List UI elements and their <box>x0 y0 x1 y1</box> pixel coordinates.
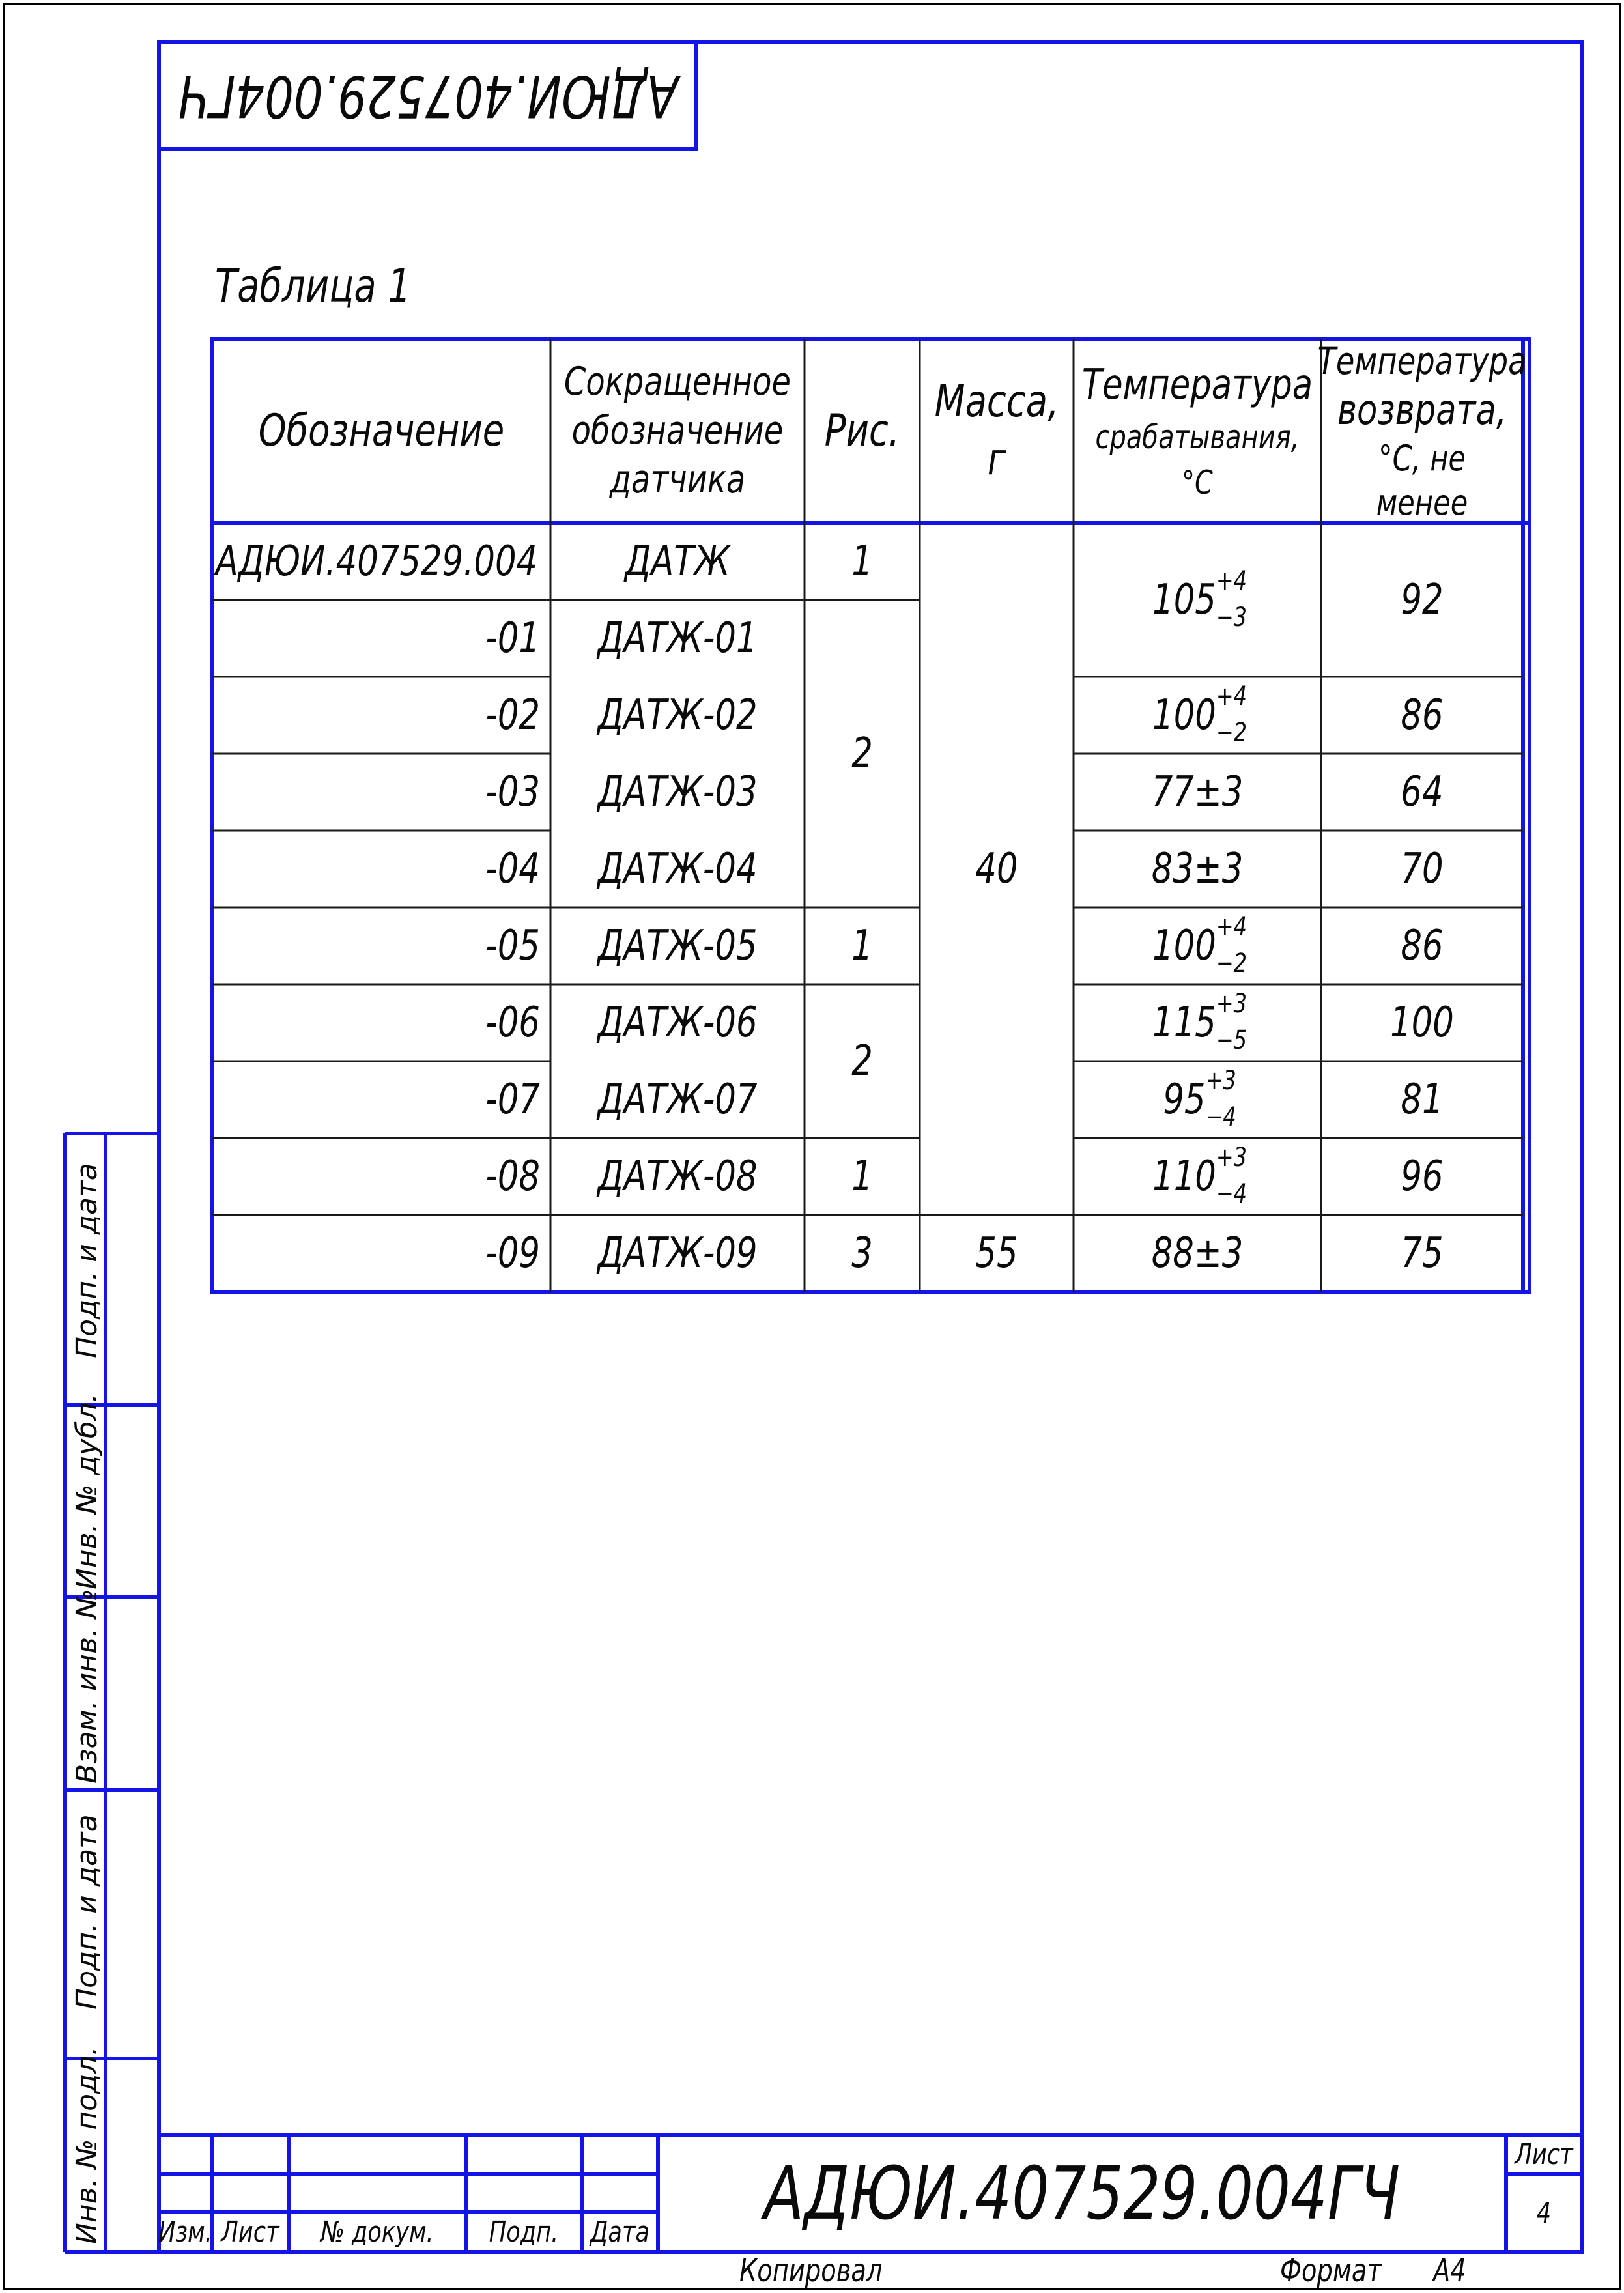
table-row-short: ДАТЖ-08 <box>597 1152 758 1201</box>
table-row-designation: -03 <box>485 768 540 816</box>
fig-cell: 1 <box>851 537 873 586</box>
header-short-line1: Сокращенное <box>563 359 791 405</box>
trip-temp-tolerance: +3 −4 <box>1216 1143 1247 1209</box>
table-row-short: ДАТЖ-07 <box>597 1075 758 1124</box>
header-return-line1: Температура <box>1317 338 1527 383</box>
fig-cell: 1 <box>851 922 873 970</box>
trip-temp-base: 100 <box>1152 922 1216 970</box>
header-fig: Рис. <box>824 405 900 457</box>
trip-temp-cell <box>1098 1061 1296 1138</box>
table-caption: Таблица 1 <box>215 259 412 313</box>
header-trip-line1: Температура <box>1081 360 1313 409</box>
trip-temp-tolerance: +4 −2 <box>1216 681 1247 748</box>
header-return-line3: °С, не менее <box>1376 438 1468 523</box>
return-temp-cell: 100 <box>1390 999 1454 1047</box>
header-trip-line2: срабатывания, °С <box>1095 418 1300 502</box>
return-temp-cell: 86 <box>1401 691 1444 739</box>
table-row-short: ДАТЖ <box>625 537 730 586</box>
side-label-inv-podl: Инв. № подл. <box>70 2046 104 2244</box>
header-return-line2: возврата, <box>1337 386 1507 435</box>
mass-cell: 55 <box>975 1229 1018 1277</box>
table-row-short: ДАТЖ-06 <box>597 999 758 1047</box>
fig-cell: 2 <box>851 730 873 778</box>
trip-temp-cell <box>1098 1138 1296 1215</box>
table-row-designation: -01 <box>485 614 540 662</box>
trip-temp-cell <box>1098 523 1296 677</box>
trip-temp-base: 115 <box>1152 999 1216 1047</box>
copied-label: Копировал <box>739 2253 883 2289</box>
header-short-line2: обозначение <box>571 408 784 453</box>
sheet-number: 4 <box>1536 2196 1552 2230</box>
trip-temp-tolerance: +4 −2 <box>1216 912 1247 978</box>
table-row-short: ДАТЖ-05 <box>597 922 758 970</box>
trip-temp-base: 95 <box>1163 1075 1206 1124</box>
header-short-line3: датчика <box>609 457 746 502</box>
format-value: А4 <box>1433 2253 1466 2289</box>
tb-izm: Изм. <box>158 2215 212 2249</box>
tb-list: Лист <box>221 2215 279 2249</box>
table-row-designation: -09 <box>485 1229 540 1277</box>
header-mass-line1: Масса, <box>934 376 1059 428</box>
table-row-designation: -06 <box>485 999 540 1047</box>
sheet-label: Лист <box>1515 2138 1573 2171</box>
tb-doc-no: № докум. <box>321 2215 434 2249</box>
return-temp-cell: 81 <box>1401 1075 1444 1124</box>
table-row-designation: -05 <box>485 922 540 970</box>
header-short-designation <box>563 339 791 523</box>
trip-temp-base: 110 <box>1152 1152 1216 1201</box>
table-row-designation: АДЮИ.407529.004 <box>215 537 538 586</box>
trip-temp-cell <box>1098 984 1296 1061</box>
header-designation: Обозначение <box>258 405 505 457</box>
header-mass <box>935 339 1059 523</box>
table-row-designation: -08 <box>485 1152 540 1201</box>
table-row-short: ДАТЖ-01 <box>597 614 758 662</box>
trip-temp-base: 100 <box>1152 691 1216 739</box>
trip-temp-cell: 83±3 <box>1151 845 1244 893</box>
side-label-inv-dubl: Инв. № дубл. <box>70 1393 104 1589</box>
trip-temp-cell: 88±3 <box>1151 1229 1244 1277</box>
table-row-short: ДАТЖ-03 <box>597 768 758 816</box>
fig-cell: 1 <box>851 1152 873 1201</box>
return-temp-cell: 75 <box>1401 1229 1444 1277</box>
table-row-designation: -04 <box>485 845 540 893</box>
trip-temp-tolerance: +3 −5 <box>1216 989 1247 1055</box>
header-mass-line2: г <box>987 433 1006 485</box>
table-row-designation: -02 <box>485 691 540 739</box>
table-row-short: ДАТЖ-02 <box>597 691 758 739</box>
table-row-short: ДАТЖ-09 <box>597 1229 758 1277</box>
table-row-designation: -07 <box>485 1075 540 1124</box>
tb-data: Дата <box>590 2215 650 2249</box>
return-temp-cell: 96 <box>1401 1152 1444 1201</box>
tb-podp: Подп. <box>489 2215 559 2249</box>
format-label: Формат <box>1280 2253 1382 2289</box>
header-trip-temp <box>1081 339 1313 523</box>
fig-cell: 2 <box>851 1037 873 1085</box>
mirrored-stamp: АДЮИ.407529.004ГЧ <box>178 63 679 130</box>
trip-temp-tolerance: +3 −4 <box>1205 1066 1236 1132</box>
trip-temp-cell <box>1098 907 1296 984</box>
side-label-vzam-inv: Взам. инв. № <box>70 1589 104 1784</box>
side-label-podp-data-lower: Подп. и дата <box>70 1814 104 2010</box>
return-temp-cell: 64 <box>1401 768 1444 816</box>
fig-cell: 3 <box>851 1229 873 1277</box>
side-label-podp-data-upper: Подп. и дата <box>70 1163 104 1358</box>
table-row-short: ДАТЖ-04 <box>597 845 758 893</box>
mass-cell: 40 <box>975 845 1018 893</box>
return-temp-cell: 70 <box>1401 845 1444 893</box>
trip-temp-base: 105 <box>1152 576 1216 624</box>
trip-temp-cell <box>1098 677 1296 754</box>
trip-temp-tolerance: +4 −3 <box>1216 566 1247 633</box>
header-return-temp <box>1317 338 1527 523</box>
document-number: АДЮИ.407529.004ГЧ <box>763 2151 1401 2236</box>
return-temp-cell: 92 <box>1401 576 1444 624</box>
trip-temp-cell: 77±3 <box>1151 768 1244 816</box>
return-temp-cell: 86 <box>1401 922 1444 970</box>
